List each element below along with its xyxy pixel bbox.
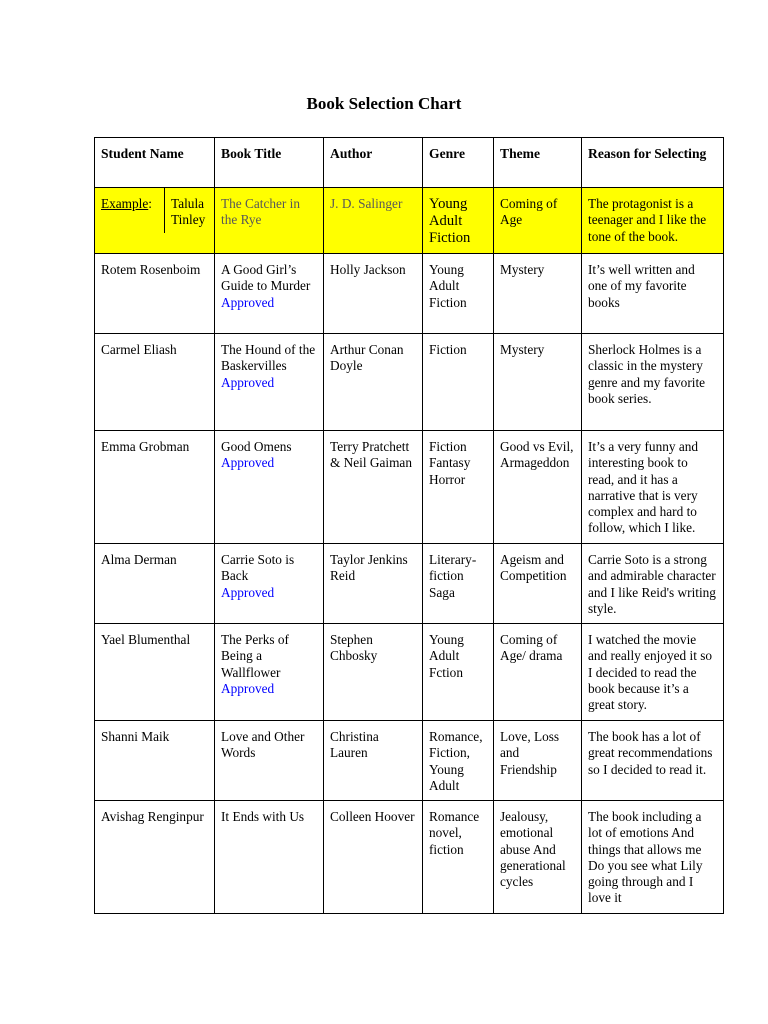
genre-cell: Romance, Fiction, Young Adult [423, 721, 494, 801]
header-student-name: Student Name [95, 138, 215, 188]
example-label-cell [95, 188, 165, 233]
book-title-cell [215, 431, 324, 544]
example-book: The Catcher in the Rye [215, 188, 324, 254]
theme-cell: Coming of Age/ drama [494, 624, 582, 721]
book-title-cell [215, 334, 324, 431]
genre-cell: Young Adult Fction [423, 624, 494, 721]
table-row [95, 254, 724, 334]
author-cell: Colleen Hoover [324, 801, 423, 914]
approved-status: Approved [221, 374, 275, 390]
example-author: J. D. Salinger [324, 188, 423, 254]
theme-cell: Mystery [494, 334, 582, 431]
example-student: Talula Tinley [171, 196, 206, 228]
table-row [95, 721, 724, 801]
student-name-cell: Shanni Maik [95, 721, 215, 801]
student-name-cell: Yael Blumenthal [95, 624, 215, 721]
genre-cell: Young Adult Fiction [423, 254, 494, 334]
genre-cell: Literary- fiction Saga [423, 544, 494, 624]
reason-cell: The book including a lot of emotions And things that allows me Do you see what Lily going through and I love it [582, 801, 724, 914]
genre-cell: Fiction [423, 334, 494, 431]
approved-status: Approved [221, 294, 275, 310]
header-theme: Theme [494, 138, 582, 188]
student-name-cell: Carmel Eliash [95, 334, 215, 431]
book-selection-table [94, 137, 724, 914]
header-reason: Reason for Selecting [582, 138, 724, 188]
student-name-cell: Rotem Rosenboim [95, 254, 215, 334]
example-label: Example [101, 196, 149, 211]
example-colon: : [148, 196, 152, 211]
book-title: Carrie Soto is Back [221, 552, 295, 584]
genre-cell: Romance novel, fiction [423, 801, 494, 914]
book-title-cell [215, 721, 324, 801]
reason-cell: I watched the movie and really enjoyed it so I decided to read the book because it’s a great story. [582, 624, 724, 721]
author-cell: Taylor Jenkins Reid [324, 544, 423, 624]
table-row [95, 801, 724, 914]
approved-status: Approved [221, 584, 275, 600]
theme-cell: Jealousy, emotional abuse And generational cycles [494, 801, 582, 914]
approved-status: Approved [221, 455, 275, 471]
example-genre: Young Adult Fiction [423, 188, 494, 254]
student-name-cell: Avishag Renginpur [95, 801, 215, 914]
theme-cell: Love, Loss and Friendship [494, 721, 582, 801]
book-title: Love and Other Words [221, 729, 305, 761]
approved-status: Approved [221, 680, 275, 696]
book-title-cell [215, 254, 324, 334]
book-title: It Ends with Us [221, 809, 305, 824]
example-theme: Coming of Age [494, 188, 582, 254]
example-row [95, 188, 724, 254]
book-title-cell [215, 801, 324, 914]
book-title: A Good Girl’s Guide to Murder [221, 262, 311, 294]
book-title: Good Omens [221, 439, 292, 454]
author-cell: Arthur Conan Doyle [324, 334, 423, 431]
header-book-title: Book Title [215, 138, 324, 188]
reason-cell: Sherlock Holmes is a classic in the mystery genre and my favorite book series. [582, 334, 724, 431]
reason-cell: It’s a very funny and interesting book to read, and it has a narrative that is very complex and hard to follow, which I like. [582, 431, 724, 544]
author-cell: Holly Jackson [324, 254, 423, 334]
book-title: The Hound of the Baskervilles [221, 342, 316, 374]
table-row [95, 544, 724, 624]
header-author: Author [324, 138, 423, 188]
reason-cell: The book has a lot of great recommendations so I decided to read it. [582, 721, 724, 801]
student-name-cell: Alma Derman [95, 544, 215, 624]
student-name-cell: Emma Grobman [95, 431, 215, 544]
author-cell: Terry Pratchett & Neil Gaiman [324, 431, 423, 544]
header-genre: Genre [423, 138, 494, 188]
theme-cell: Good vs Evil, Armageddon [494, 431, 582, 544]
author-cell: Christina Lauren [324, 721, 423, 801]
book-title: The Perks of Being a Wallflower [221, 632, 289, 680]
example-student-cell [95, 188, 215, 254]
author-cell: Stephen Chbosky [324, 624, 423, 721]
table-row [95, 431, 724, 544]
header-row [95, 138, 724, 188]
book-title-cell [215, 624, 324, 721]
example-reason: The protagonist is a teenager and I like the tone of the book. [582, 188, 724, 254]
genre-cell: Fiction Fantasy Horror [423, 431, 494, 544]
page-title: Book Selection Chart [306, 94, 462, 113]
table-row [95, 334, 724, 431]
theme-cell: Ageism and Competition [494, 544, 582, 624]
book-title-cell [215, 544, 324, 624]
table-row [95, 624, 724, 721]
reason-cell: It’s well written and one of my favorite books [582, 254, 724, 334]
theme-cell: Mystery [494, 254, 582, 334]
reason-cell: Carrie Soto is a strong and admirable character and I like Reid's writing style. [582, 544, 724, 624]
